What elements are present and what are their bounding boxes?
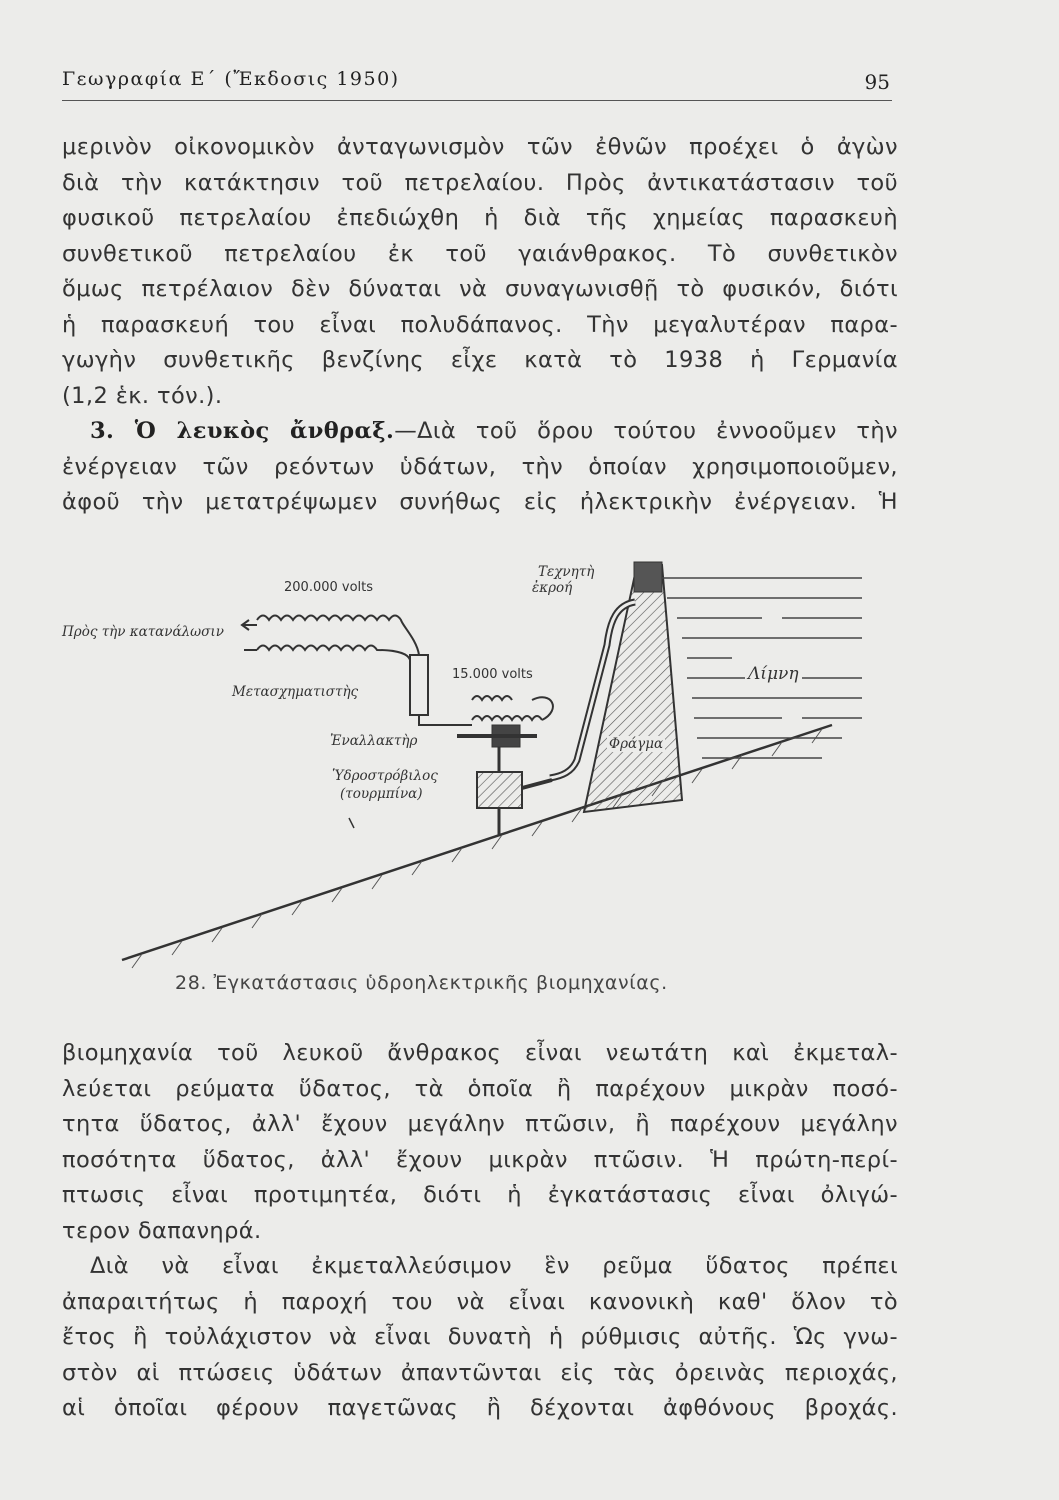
text-line: τητα ὕδατος, ἀλλ' ἔχουν μεγάλην πτῶσιν, ἢ παρέχουν μεγάλην <box>62 1111 898 1137</box>
label-turbine-alt: (τουρμπίνα) <box>340 786 423 802</box>
hydroelectric-diagram <box>62 550 898 980</box>
text-line: τερον δαπανηρά. <box>62 1217 262 1244</box>
page-number: 95 <box>864 70 890 94</box>
label-dam: Φράγμα <box>609 736 664 752</box>
text-line: συνθετικοῦ πετρελαίου ἐκ τοῦ γαιάνθρακος. Τὸ συνθετικὸν <box>62 240 898 267</box>
high-voltage-coil-2 <box>257 646 410 661</box>
page-header <box>62 68 892 101</box>
text-line: αἱ ὁποῖαι φέρουν παγετῶνας ἢ δέχονται ἀφθόνους βροχάς. <box>62 1395 898 1421</box>
hydroelectric-figure <box>62 550 898 980</box>
label-turbine: Ὑδροστρόβιλος <box>332 768 438 784</box>
ground-hatching <box>132 729 822 968</box>
text-line: (1,2 ἑκ. τόν.). <box>62 382 223 409</box>
text-line: βιομηχανία τοῦ λευκοῦ ἄνθρακος εἶναι νεωτάτη καὶ ἐκμεταλ- <box>62 1040 898 1066</box>
paragraph-white-coal <box>62 1036 898 1427</box>
text-line: μερινὸν οἰκονομικὸν ἀνταγωνισμὸν τῶν ἐθνῶν προέχει ὁ ἀγὼν <box>62 134 898 160</box>
running-title: Γεωγραφία Ε΄ (Ἔκδοσις 1950) <box>62 68 400 90</box>
paragraph-oil <box>62 130 898 521</box>
text-line: ποσότητα ὕδατος, ἀλλ' ἔχουν μικρὰν πτῶσιν. Ἡ πρώτη-περί- <box>62 1146 898 1173</box>
text-line: γωγὴν συνθετικῆς βενζίνης εἶχε κατὰ τὸ 1938 ἡ Γερμανία <box>62 347 898 373</box>
figure-caption: 28. Ἐγκατάστασις ὑδροηλεκτρικῆς βιομηχανίας. <box>175 972 668 994</box>
label-transformer: Μετασχηματιστὴς <box>232 684 359 700</box>
text-line: ὅμως πετρέλαιον δὲν δύναται νὰ συναγωνισθῇ τὸ φυσικόν, διότι <box>62 276 898 302</box>
label-lake: Λίμνη <box>745 664 802 684</box>
label-to-consumers: Πρὸς τὴν κατανάλωσιν <box>62 624 224 640</box>
label-200000-volts: 200.000 volts <box>284 580 374 595</box>
ground-slope <box>122 725 832 960</box>
label-alternator: Ἐναλλακτὴρ <box>330 733 418 749</box>
turbine-box <box>477 772 522 808</box>
dam-crest <box>634 562 662 592</box>
text-line: πτωσις εἶναι προτιμητέα, διότι ἡ ἐγκατάστασις εἶναι ὀλιγώ- <box>62 1182 898 1208</box>
section-heading: 3. Ὁ λευκὸς ἄνθραξ. <box>90 418 395 444</box>
text-line: ἔτος ἢ τοὐλάχιστον νὰ εἶναι δυνατὴ ἡ ρύθμισις αὐτῆς. Ὡς γνω- <box>62 1324 898 1350</box>
text-line: ἀπαραιτήτως ἡ παροχή του νὰ εἶναι κανονικὴ καθ' ὅλον τὸ <box>62 1288 898 1315</box>
section-3-line-rest: —Διὰ τοῦ ὅρου τούτου ἐννοοῦμεν τὴν <box>394 418 898 444</box>
text-line: ἡ παρασκευή του εἶναι πολυδάπανος. Τὴν μεγαλυτέραν παρα- <box>62 311 898 338</box>
low-voltage-coil <box>472 716 542 720</box>
text-line: ἐνέργειαν τῶν ρεόντων ὑδάτων, τὴν ὁποίαν χρησιμοποιοῦμεν, <box>62 453 898 480</box>
text-line: φυσικοῦ πετρελαίου ἐπεδιώχθη ἡ διὰ τῆς χημείας παρασκευὴ <box>62 205 898 231</box>
text-line: διὰ τὴν κατάκτησιν τοῦ πετρελαίου. Πρὸς ἀντικατάστασιν τοῦ <box>62 169 898 196</box>
text-line: λεύεται ρεύματα ὕδατος, τὰ ὁποῖα ἢ παρέχουν μικρὰν ποσό- <box>62 1075 898 1102</box>
text-line: Διὰ νὰ εἶναι ἐκμεταλλεύσιμον ἓν ρεῦμα ὕδατος πρέπει <box>90 1253 898 1279</box>
transformer-box <box>410 655 428 715</box>
to-consumers-arrow <box>242 620 257 630</box>
label-15000-volts: 15.000 volts <box>452 667 533 682</box>
label-artificial-flow: Τεχνητὴ <box>538 564 595 580</box>
text-line: στὸν αἱ πτώσεις ὑδάτων ἀπαντῶνται εἰς τὰς ὀρεινὰς περιοχάς, <box>62 1359 898 1386</box>
text-line: ἀφοῦ τὴν μετατρέψωμεν συνήθως εἰς ἠλεκτρικὴν ἐνέργειαν. Ἡ <box>62 489 898 515</box>
label-artificial-flow-2: ἐκροή <box>532 580 573 596</box>
section-3-first-line <box>62 414 898 450</box>
